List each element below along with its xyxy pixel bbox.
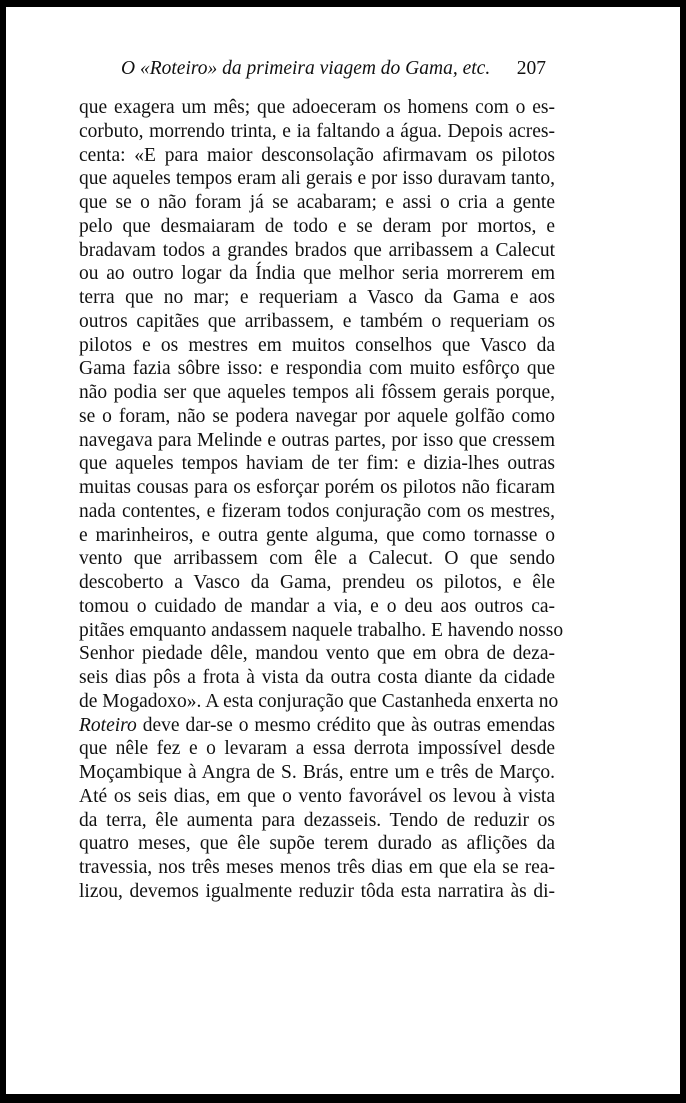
text-line: e marinheiros, e outra gente alguma, que como tornasse o [79, 524, 555, 546]
text-line: que exagera um mês; que adoeceram os homens com o es- [79, 97, 555, 118]
text-line: Moçambique à Angra de S. Brás, entre um e três de Março. [79, 762, 555, 783]
text-line: navegava para Melinde e outras partes, por isso que cressem [79, 429, 555, 451]
text-line-italic-start [79, 714, 555, 738]
text-line: lizou, devemos igualmente reduzir tôda esta narratira às di- [79, 880, 555, 902]
text-line: travessia, nos três meses menos três dias em que ela se rea- [79, 857, 555, 878]
text-line: Senhor piedade dêle, mandou vento que em obra de deza- [79, 643, 555, 665]
text-line: quatro meses, que êle supõe terem durado as aflições da [79, 833, 555, 855]
text-line: de Mogadoxo». A esta conjuração que Castanheda enxerta no [79, 690, 559, 712]
text-line: nada contentes, e fizeram todos conjuração com os mestres, [79, 500, 555, 522]
body-text [79, 96, 564, 904]
text-line: não podia ser que aqueles tempos ali fôssem gerais porque, [79, 382, 555, 403]
text-line-rest: deve dar-se o mesmo crédito que às outras emendas [136, 714, 555, 736]
text-line: Até os seis dias, em que o vento favorável os levou à vista [79, 785, 555, 807]
text-line: pelo que desmaiaram de todo e se deram por mortos, e [79, 215, 555, 237]
text-line: muitas cousas para os esforçar porém os pilotos não ficaram [79, 477, 555, 498]
text-line: pilotos e os mestres em muitos conselhos que Vasco da [79, 334, 555, 356]
title-italic: Roteiro [149, 58, 208, 79]
title-suffix: » da primeira viagem do Gama, etc. [207, 58, 491, 79]
text-line: que aqueles tempos haviam de ter fim: e dizia-lhes outras [79, 453, 555, 475]
text-line: que nêle fez e o levaram a essa derrota impossível desde [79, 738, 555, 760]
text-line: se o foram, não se podera navegar por aquele golfão como [79, 405, 555, 427]
text-line: pitães emquanto andassem naquele trabalho. E havendo nosso [79, 619, 564, 641]
italic-title: Roteiro [79, 714, 137, 736]
text-line: que se o não foram já se acabaram; e assi o cria a gente [79, 192, 555, 213]
text-line: descoberto a Vasco da Gama, prendeu os pilotos, e êle [79, 572, 555, 593]
text-line: da terra, êle aumenta para dezasseis. Tendo de reduzir os [79, 809, 555, 831]
text-line: vento que arribassem com êle a Calecut. O que sendo [79, 548, 555, 570]
text-line: Gama fazia sôbre isso: e respondia com muito esfôrço que [79, 358, 555, 380]
text-line: tomou o cuidado de mandar a via, e o deu aos outros ca- [79, 595, 555, 617]
running-head-title [121, 58, 490, 79]
text-line: centa: «E para maior desconsolação afirmavam os pilotos [79, 144, 555, 166]
page-number: 207 [516, 58, 546, 79]
text-line: outros capitães que arribassem, e também o requeriam os [79, 310, 555, 332]
text-line: bradavam todos a grandes brados que arribassem a Calecut [79, 239, 555, 261]
text-line: que aqueles tempos eram ali gerais e por isso duravam tanto, [79, 168, 555, 190]
running-head [121, 58, 546, 80]
text-line: terra que no mar; e requeriam a Vasco da Gama e aos [79, 287, 555, 308]
title-prefix: O « [121, 58, 150, 79]
text-line: ou ao outro logar da Índia que melhor seria morrerem em [79, 263, 555, 285]
text-line: seis dias pôs a frota à vista da outra costa diante da cidade [79, 667, 555, 688]
text-line: corbuto, morrendo trinta, e ia faltando a água. Depois acres- [79, 120, 555, 142]
